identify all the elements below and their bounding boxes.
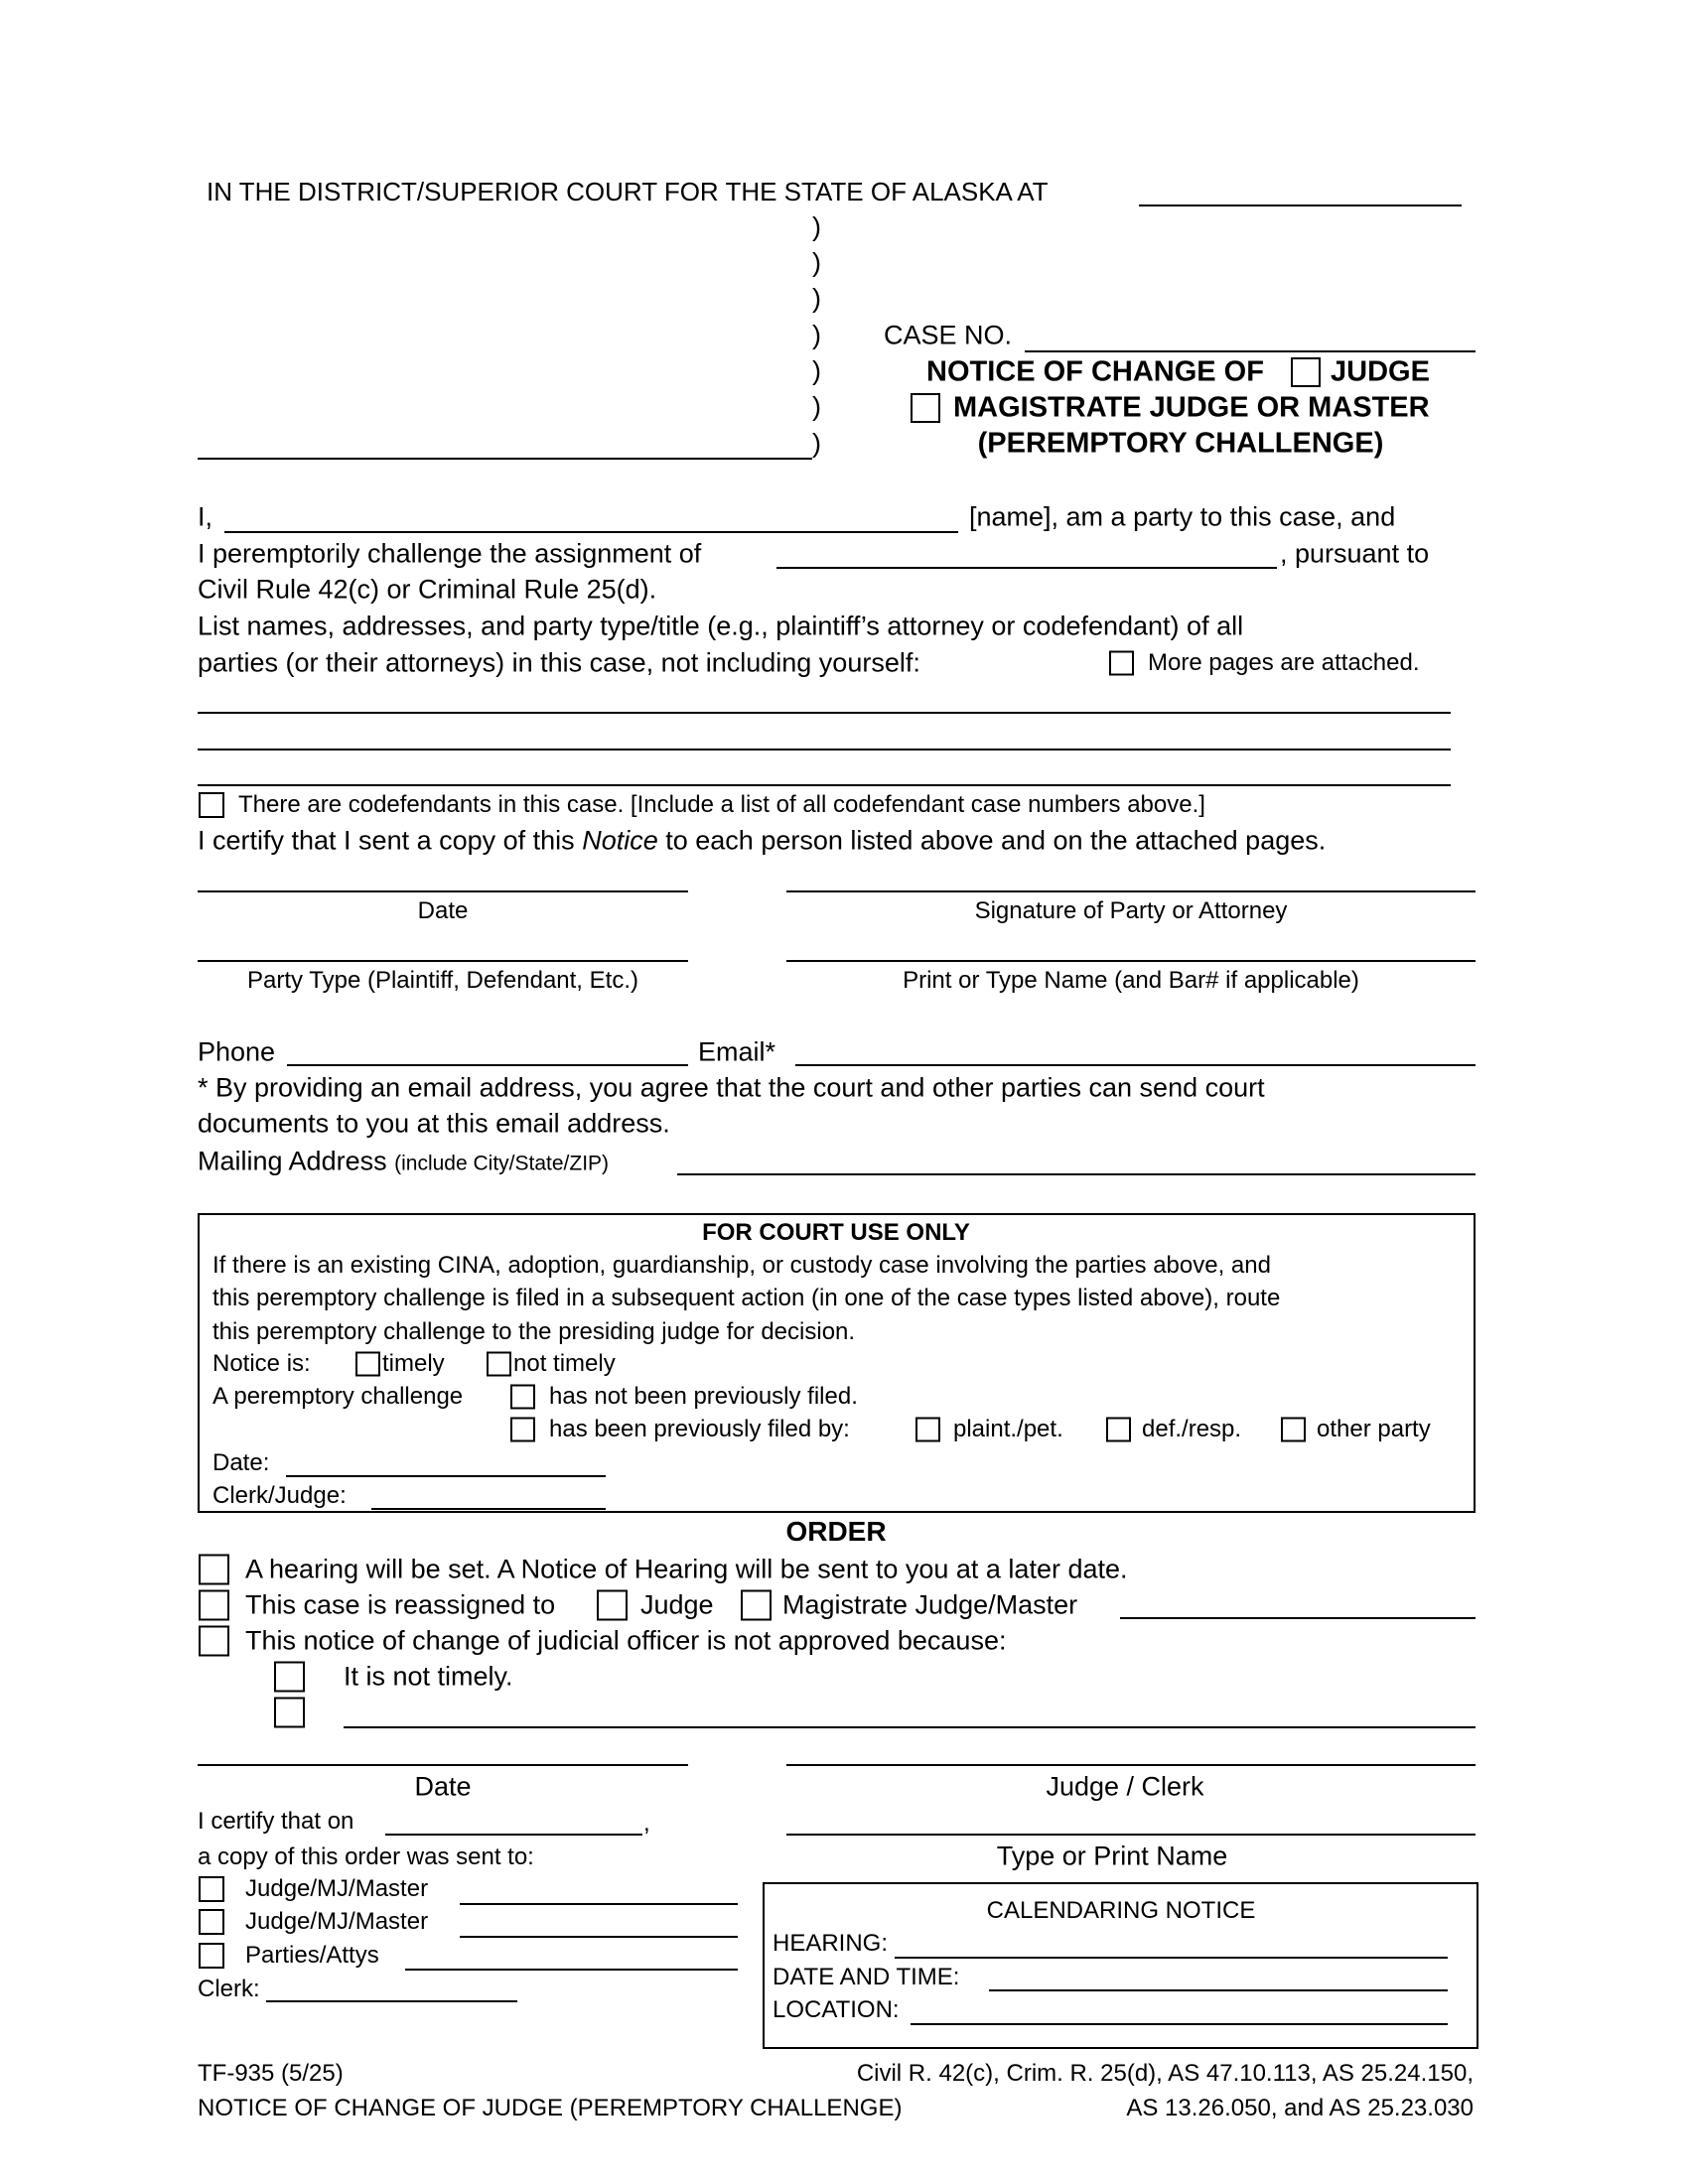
order-date-label: Date — [414, 1771, 472, 1802]
case-no-label: CASE NO. — [884, 320, 1013, 350]
filed-by-checkbox[interactable] — [510, 1418, 535, 1442]
mailing-label — [198, 1146, 610, 1176]
email-note-2: documents to you at this email address. — [198, 1108, 670, 1139]
judge-checkbox[interactable] — [1291, 357, 1321, 387]
caption-paren: ) — [812, 211, 821, 242]
other-party-label: other party — [1317, 1416, 1431, 1442]
plaint-label: plaint./pet. — [953, 1416, 1063, 1442]
mailing-text: Mailing Address — [198, 1146, 387, 1176]
caption-paren: ) — [812, 391, 821, 422]
signature-label: Signature of Party or Attorney — [974, 897, 1288, 924]
certify-text — [198, 825, 1327, 856]
recipient-3-label: Parties/Attys — [245, 1942, 379, 1969]
type-print-label: Type or Print Name — [996, 1841, 1228, 1871]
more-pages-label: More pages are attached. — [1148, 649, 1420, 676]
filed-by-label: has been previously filed by: — [549, 1416, 850, 1442]
email-field[interactable] — [795, 1064, 1476, 1066]
name-suffix: [name], am a party to this case, and — [969, 501, 1396, 532]
order-clerk-field[interactable] — [266, 2000, 517, 2002]
location-label: LOCATION: — [773, 1996, 900, 2023]
email-label: Email* — [698, 1036, 776, 1067]
more-pages-checkbox[interactable] — [1109, 651, 1134, 676]
court-location-field[interactable] — [1139, 205, 1462, 206]
not-approved-checkbox[interactable] — [199, 1626, 229, 1657]
peremptory-label: A peremptory challenge — [212, 1383, 464, 1410]
rule-text: Civil Rule 42(c) or Criminal Rule 25(d). — [198, 574, 657, 605]
signature-field[interactable] — [786, 890, 1476, 892]
date-label: Date — [417, 897, 469, 924]
plaint-checkbox[interactable] — [915, 1418, 940, 1442]
title-judge: JUDGE — [1331, 355, 1430, 388]
hearing-cal-label: HEARING: — [773, 1930, 889, 1957]
location-field[interactable] — [911, 2023, 1448, 2025]
pursuant-text: , pursuant to — [1280, 538, 1430, 569]
date-time-field[interactable] — [989, 1989, 1448, 1991]
caption-paren: ) — [812, 428, 821, 459]
recipient-1-label: Judge/MJ/Master — [245, 1875, 429, 1902]
court-date-field[interactable] — [286, 1475, 606, 1477]
not-timely-label: not timely — [513, 1350, 616, 1377]
court-clerk-field[interactable] — [371, 1508, 606, 1510]
i-label: I, — [198, 501, 213, 532]
order-date-field[interactable] — [198, 1764, 688, 1766]
other-party-checkbox[interactable] — [1281, 1418, 1306, 1442]
court-use-text-2: this peremptory challenge is filed in a subsequent action (in one of the case types listed above), route — [212, 1285, 1281, 1311]
other-reason-checkbox[interactable] — [274, 1698, 305, 1728]
citations-2: AS 13.26.050, and AS 25.23.030 — [1126, 2095, 1474, 2121]
judge-clerk-field[interactable] — [786, 1764, 1476, 1766]
reassigned-checkbox[interactable] — [199, 1590, 229, 1621]
caption-paren: ) — [812, 283, 821, 314]
parties-field-1[interactable] — [198, 712, 1451, 714]
date-field[interactable] — [198, 890, 688, 892]
party-type-field[interactable] — [198, 960, 688, 962]
list-instructions-2: parties (or their attorneys) in this case, not including yourself: — [198, 647, 920, 678]
parties-field-3[interactable] — [198, 784, 1451, 786]
reassign-judge-label: Judge — [640, 1589, 714, 1620]
court-date-label: Date: — [212, 1449, 270, 1476]
reassign-magistrate-label: Magistrate Judge/Master — [782, 1589, 1078, 1620]
hearing-label: A hearing will be set. A Notice of Hearing will be sent to you at a later date. — [245, 1554, 1128, 1584]
caption-paren: ) — [812, 320, 821, 350]
court-use-text-3: this peremptory challenge to the presiding judge for decision. — [212, 1318, 856, 1345]
recipient-1-field[interactable] — [460, 1903, 738, 1905]
def-checkbox[interactable] — [1106, 1418, 1131, 1442]
citations-1: Civil R. 42(c), Crim. R. 25(d), AS 47.10.113, AS 25.24.150, — [856, 2060, 1474, 2087]
hearing-cal-field[interactable] — [895, 1957, 1448, 1959]
not-timely-checkbox[interactable] — [487, 1352, 511, 1377]
case-no-field[interactable] — [1025, 350, 1476, 352]
parties-field-2[interactable] — [198, 749, 1451, 751]
list-instructions-1: List names, addresses, and party type/title (e.g., plaintiff’s attorney or codefendant) of all — [198, 611, 1244, 641]
timely-label: timely — [382, 1350, 445, 1377]
certify-on-label: I certify that on — [198, 1808, 354, 1835]
timely-checkbox[interactable] — [355, 1352, 380, 1377]
party-caption-field[interactable] — [198, 458, 812, 460]
phone-field[interactable] — [287, 1064, 688, 1066]
mailing-address-field[interactable] — [677, 1173, 1476, 1175]
certify-notice: Notice — [582, 825, 658, 856]
title-line-3: (PEREMPTORY CHALLENGE) — [977, 427, 1384, 460]
caption-paren: ) — [812, 247, 821, 278]
type-print-name-field[interactable] — [786, 1834, 1476, 1836]
magistrate-checkbox[interactable] — [911, 393, 940, 423]
name-field[interactable] — [224, 531, 958, 533]
date-time-label: DATE AND TIME: — [773, 1964, 960, 1990]
title-line-1: NOTICE OF CHANGE OF — [926, 355, 1264, 388]
phone-label: Phone — [198, 1036, 276, 1067]
reassigned-label: This case is reassigned to — [245, 1589, 556, 1620]
challenge-text: I peremptorily challenge the assignment of — [198, 538, 702, 569]
hearing-checkbox[interactable] — [199, 1555, 229, 1585]
court-use-text-1: If there is an existing CINA, adoption, guardianship, or custody case involving the parties above, and — [212, 1252, 1271, 1279]
not-filed-checkbox[interactable] — [510, 1385, 535, 1410]
email-note-1: * By providing an email address, you agree that the court and other parties can send court — [198, 1072, 1265, 1103]
codefendants-label: There are codefendants in this case. [Include a list of all codefendant case numbers above.] — [238, 791, 1205, 818]
order-clerk-label: Clerk: — [198, 1976, 260, 2002]
other-reason-field[interactable] — [344, 1726, 1476, 1728]
order-title: ORDER — [785, 1516, 887, 1547]
codefendants-checkbox[interactable] — [199, 792, 224, 818]
form-title-footer: NOTICE OF CHANGE OF JUDGE (PEREMPTORY CHALLENGE) — [198, 2095, 903, 2121]
def-label: def./resp. — [1142, 1416, 1242, 1442]
notice-is-label: Notice is: — [212, 1350, 311, 1377]
recipient-3-checkbox[interactable] — [199, 1943, 224, 1969]
court-use-title: FOR COURT USE ONLY — [702, 1219, 970, 1246]
judge-clerk-label: Judge / Clerk — [1046, 1771, 1204, 1802]
recipient-1-checkbox[interactable] — [199, 1876, 224, 1902]
caption-paren: ) — [812, 355, 821, 386]
certify-b: to each person listed above and on the attached pages. — [665, 825, 1327, 856]
title-line-2: MAGISTRATE JUDGE OR MASTER — [953, 391, 1430, 424]
calendaring-title: CALENDARING NOTICE — [986, 1897, 1256, 1924]
print-name-field[interactable] — [786, 960, 1476, 962]
reassign-name-field[interactable] — [1120, 1617, 1476, 1619]
not-filed-label: has not been previously filed. — [549, 1383, 858, 1410]
form-id: TF-935 (5/25) — [198, 2060, 344, 2087]
reassign-magistrate-checkbox[interactable] — [741, 1590, 772, 1621]
not-timely-order-checkbox[interactable] — [274, 1662, 305, 1693]
certify-date-field[interactable] — [385, 1834, 642, 1836]
not-timely-order-label: It is not timely. — [344, 1661, 513, 1692]
court-clerk-label: Clerk/Judge: — [212, 1482, 347, 1509]
court-heading: IN THE DISTRICT/SUPERIOR COURT FOR THE STATE OF ALASKA AT — [207, 177, 1049, 206]
recipient-2-field[interactable] — [460, 1936, 738, 1938]
judicial-officer-field[interactable] — [776, 567, 1277, 569]
comma: , — [643, 1810, 650, 1837]
party-type-label: Party Type (Plaintiff, Defendant, Etc.) — [247, 967, 638, 994]
mailing-note: (include City/State/ZIP) — [394, 1152, 610, 1175]
copy-sent-label: a copy of this order was sent to: — [198, 1843, 534, 1870]
recipient-2-checkbox[interactable] — [199, 1909, 224, 1935]
reassign-judge-checkbox[interactable] — [597, 1590, 628, 1621]
not-approved-label: This notice of change of judicial officer is not approved because: — [245, 1625, 1007, 1656]
recipient-3-field[interactable] — [405, 1969, 738, 1971]
certify-a: I certify that I sent a copy of this — [198, 825, 575, 856]
print-name-label: Print or Type Name (and Bar# if applicable) — [903, 967, 1359, 994]
recipient-2-label: Judge/MJ/Master — [245, 1908, 429, 1935]
